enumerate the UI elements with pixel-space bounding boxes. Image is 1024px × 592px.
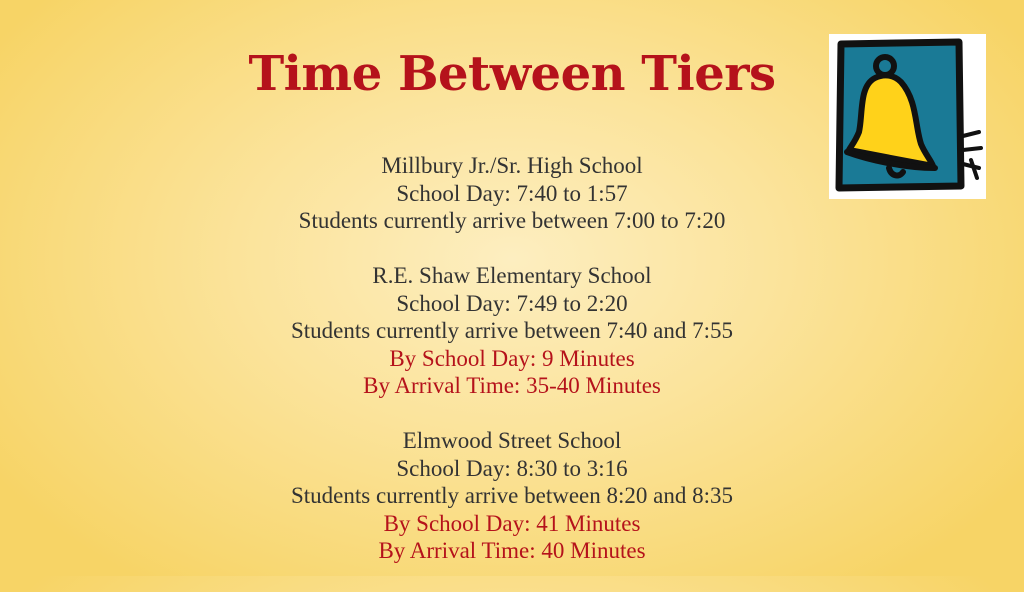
slide-body [0,152,1024,592]
school-name: Elmwood Street School [402,428,622,453]
school-group-millbury [0,152,1024,235]
school-group-shaw [0,262,1024,400]
school-group-elmwood [0,427,1024,565]
arrival-time: Students currently arrive between 8:20 and 8:35 [291,483,733,508]
school-name: Millbury Jr./Sr. High School [381,153,643,178]
difference-by-arrival-time: By Arrival Time: 40 Minutes [378,538,646,563]
difference-by-arrival-time: By Arrival Time: 35-40 Minutes [363,373,661,398]
difference-by-school-day: By School Day: 9 Minutes [389,345,635,371]
difference-by-school-day: By School Day: 41 Minutes [383,510,641,536]
school-day: School Day: 7:40 to 1:57 [396,180,628,206]
school-name: R.E. Shaw Elementary School [372,263,652,288]
arrival-time: Students currently arrive between 7:40 and 7:55 [291,318,733,343]
slide-title: Time Between Tiers [248,46,776,102]
arrival-time: Students currently arrive between 7:00 to 7:20 [298,208,726,233]
school-day: School Day: 7:49 to 2:20 [396,290,628,316]
school-day: School Day: 8:30 to 3:16 [396,455,628,481]
